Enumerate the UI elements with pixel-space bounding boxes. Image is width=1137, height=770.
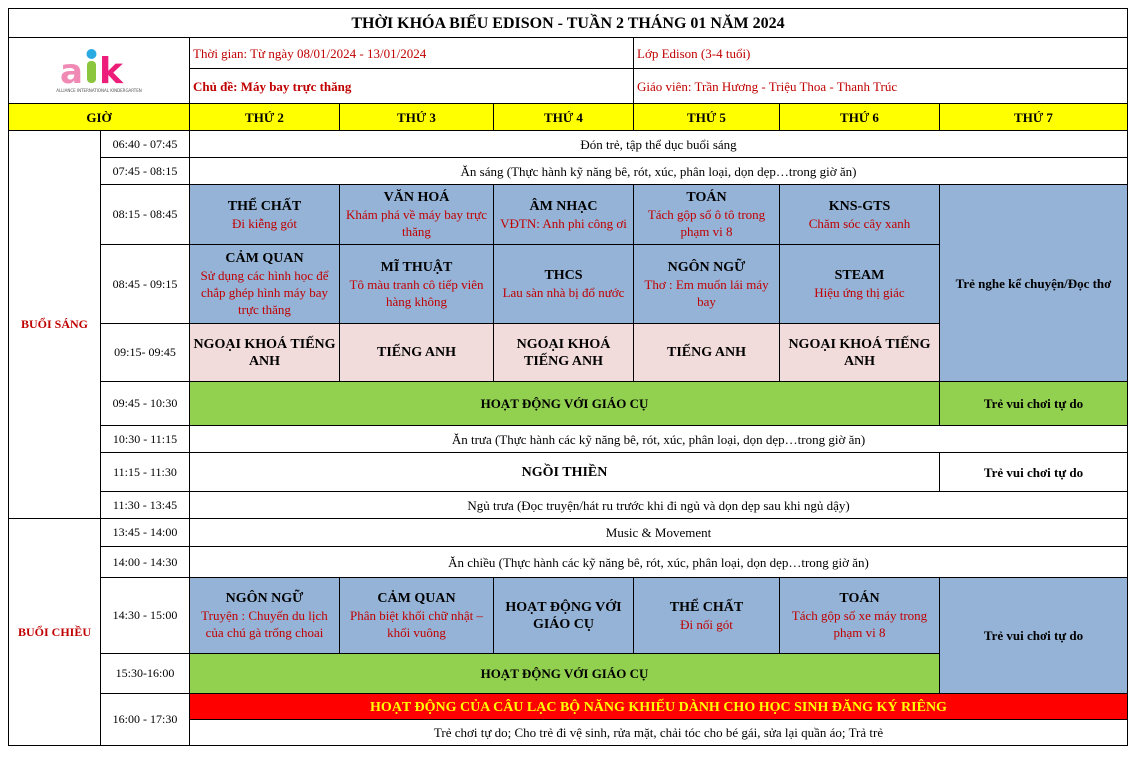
club-activity-text: HOẠT ĐỘNG CỦA CÂU LẠC BỘ NĂNG KHIẾU DÀNH CHO HỌC SINH ĐĂNG KÝ RIÊNG bbox=[370, 699, 947, 715]
saturday-cell: Trẻ vui chơi tự do bbox=[940, 382, 1128, 426]
lesson-cell bbox=[340, 578, 494, 654]
lesson-activity: Thơ : Em muốn lái máy bay bbox=[644, 276, 769, 309]
english-cell: NGOẠI KHOÁ TIẾNG ANH bbox=[780, 324, 940, 382]
meditation-activity: NGỒI THIỀN bbox=[190, 453, 940, 492]
time-slot: 09:15- 09:45 bbox=[101, 324, 190, 382]
time-slot: 06:40 - 07:45 bbox=[101, 131, 190, 158]
lesson-subject: CẢM QUAN bbox=[377, 591, 456, 606]
lesson-cell bbox=[494, 245, 634, 324]
lesson-activity: VĐTN: Anh phi công ơi bbox=[500, 215, 627, 231]
logo-caption: ALLIANCE INTERNATIONAL KINDERGARTEN bbox=[56, 87, 142, 93]
montessori-activity: HOẠT ĐỘNG VỚI GIÁO CỤ bbox=[190, 654, 940, 694]
time-slot: 11:30 - 13:45 bbox=[101, 492, 190, 519]
lesson-subject: KNS-GTS bbox=[828, 198, 891, 214]
lesson-activity: Phân biệt khối chữ nhật – khối vuông bbox=[349, 608, 484, 640]
lesson-cell bbox=[634, 578, 780, 654]
lesson-cell bbox=[340, 245, 494, 324]
activity-row: Ngủ trưa (Đọc truyện/hát ru trước khi đi ngủ và dọn dẹp sau khi ngủ dậy) bbox=[190, 492, 1128, 519]
session-afternoon: BUỔI CHIỀU bbox=[9, 519, 101, 746]
time-slot: 16:00 - 17:30 bbox=[101, 694, 190, 746]
time-slot: 10:30 - 11:15 bbox=[101, 426, 190, 453]
lesson-subject: VĂN HOÁ bbox=[383, 190, 450, 205]
lesson-cell bbox=[634, 245, 780, 324]
english-cell: NGOẠI KHOÁ TIẾNG ANH bbox=[494, 324, 634, 382]
lesson-subject: MĨ THUẬT bbox=[380, 259, 453, 275]
lesson-cell bbox=[190, 245, 340, 324]
saturday-cell: Trẻ vui chơi tự do bbox=[940, 453, 1128, 492]
lesson-subject: HOẠT ĐỘNG VỚI GIÁO CỤ bbox=[505, 599, 622, 632]
club-activity bbox=[190, 694, 1128, 720]
lesson-subject: NGÔN NGỮ bbox=[225, 591, 304, 606]
lesson-subject: TOÁN bbox=[839, 591, 880, 606]
logo-cell bbox=[9, 38, 190, 104]
lesson-subject: NGÔN NGỮ bbox=[667, 259, 746, 275]
activity-row: Ăn chiều (Thực hành các kỹ năng bê, rót, xúc, phân loại, dọn dẹp…trong giờ ăn) bbox=[190, 547, 1128, 578]
info-theme: Chủ đề: Máy bay trực thăng bbox=[190, 69, 634, 104]
activity-row: Ăn sáng (Thực hành kỹ năng bê, rót, xúc, phân loại, dọn dẹp…trong giờ ăn) bbox=[190, 158, 1128, 185]
lesson-cell bbox=[190, 578, 340, 654]
svg-text:a: a bbox=[60, 51, 83, 92]
lesson-activity: Tách gộp số ô tô trong phạm vi 8 bbox=[647, 207, 766, 239]
header-day-fri: THỨ 6 bbox=[780, 104, 940, 131]
time-slot: 13:45 - 14:00 bbox=[101, 519, 190, 547]
montessori-activity: HOẠT ĐỘNG VỚI GIÁO CỤ bbox=[190, 382, 940, 426]
time-slot: 11:15 - 11:30 bbox=[101, 453, 190, 492]
english-cell: TIẾNG ANH bbox=[634, 324, 780, 382]
lesson-subject: STEAM bbox=[834, 268, 885, 283]
info-time: Thời gian: Từ ngày 08/01/2024 - 13/01/2024 bbox=[190, 38, 634, 69]
svg-text:k: k bbox=[99, 50, 123, 92]
info-class: Lớp Edison (3-4 tuổi) bbox=[634, 38, 1128, 69]
english-cell: TIẾNG ANH bbox=[340, 324, 494, 382]
lesson-activity: Tô màu tranh cô tiếp viên hàng không bbox=[349, 276, 484, 309]
header-day-thu: THỨ 5 bbox=[634, 104, 780, 131]
lesson-cell bbox=[634, 185, 780, 245]
saturday-cell: Trẻ nghe kể chuyện/Đọc thơ bbox=[940, 185, 1128, 382]
lesson-activity: Tách gộp số xe máy trong phạm vi 8 bbox=[791, 608, 928, 640]
aik-logo bbox=[54, 45, 144, 97]
lesson-cell bbox=[494, 185, 634, 245]
page-title: THỜI KHÓA BIỂU EDISON - TUẦN 2 THÁNG 01 NĂM 2024 bbox=[9, 9, 1128, 38]
lesson-subject: TOÁN bbox=[686, 190, 727, 205]
lesson-cell bbox=[494, 578, 634, 654]
lesson-cell bbox=[190, 185, 340, 245]
lesson-subject: CẢM QUAN bbox=[225, 251, 304, 266]
lesson-cell bbox=[780, 185, 940, 245]
header-day-mon: THỨ 2 bbox=[190, 104, 340, 131]
time-slot: 15:30-16:00 bbox=[101, 654, 190, 694]
header-time: GIỜ bbox=[9, 104, 190, 131]
time-slot: 08:45 - 09:15 bbox=[101, 245, 190, 324]
lesson-activity: Chăm sóc cây xanh bbox=[808, 215, 911, 231]
activity-row: Music & Movement bbox=[190, 519, 1128, 547]
lesson-activity: Đi kiễng gót bbox=[232, 215, 297, 231]
lesson-activity: Khám phá về máy bay trực thăng bbox=[346, 207, 487, 239]
lesson-activity: Sử dụng các hình học để chắp ghép hình máy bay trực thăng bbox=[200, 268, 329, 317]
header-row bbox=[9, 104, 1128, 131]
activity-row: Trẻ chơi tự do; Cho trẻ đi vệ sinh, rửa mặt, chải tóc cho bé gái, sửa lại quần áo; Trả trẻ bbox=[190, 720, 1128, 746]
lesson-cell bbox=[780, 245, 940, 324]
time-slot: 08:15 - 08:45 bbox=[101, 185, 190, 245]
header-day-wed: THỨ 4 bbox=[494, 104, 634, 131]
lesson-activity: Hiệu ứng thị giác bbox=[814, 285, 905, 300]
time-slot: 14:30 - 15:00 bbox=[101, 578, 190, 654]
lesson-subject: THCS bbox=[544, 268, 583, 283]
lesson-activity: Đi nối gót bbox=[680, 616, 733, 632]
timetable bbox=[8, 8, 1128, 746]
time-slot: 14:00 - 14:30 bbox=[101, 547, 190, 578]
lesson-subject: THỂ CHẤT bbox=[669, 599, 744, 615]
lesson-cell bbox=[340, 185, 494, 245]
session-morning: BUỔI SÁNG bbox=[9, 131, 101, 519]
saturday-cell: Trẻ vui chơi tự do bbox=[940, 578, 1128, 694]
info-teachers: Giáo viên: Trần Hương - Triệu Thoa - Thanh Trúc bbox=[634, 69, 1128, 104]
lesson-subject: ÂM NHẠC bbox=[529, 198, 598, 214]
activity-row: Ăn trưa (Thực hành các kỹ năng bê, rót, xúc, phân loại, dọn dẹp…trong giờ ăn) bbox=[190, 426, 1128, 453]
time-slot: 07:45 - 08:15 bbox=[101, 158, 190, 185]
header-day-sat: THỨ 7 bbox=[940, 104, 1128, 131]
lesson-cell bbox=[780, 578, 940, 654]
header-day-tue: THỨ 3 bbox=[340, 104, 494, 131]
lesson-activity: Truyện : Chuyến du lịch của chú gà trống choai bbox=[201, 608, 328, 640]
lesson-subject: THỂ CHẤT bbox=[227, 198, 302, 214]
lesson-activity: Lau sàn nhà bị đổ nước bbox=[502, 285, 625, 300]
english-cell: NGOẠI KHOÁ TIẾNG ANH bbox=[190, 324, 340, 382]
time-slot: 09:45 - 10:30 bbox=[101, 382, 190, 426]
activity-row: Đón trẻ, tập thể dục buổi sáng bbox=[190, 131, 1128, 158]
